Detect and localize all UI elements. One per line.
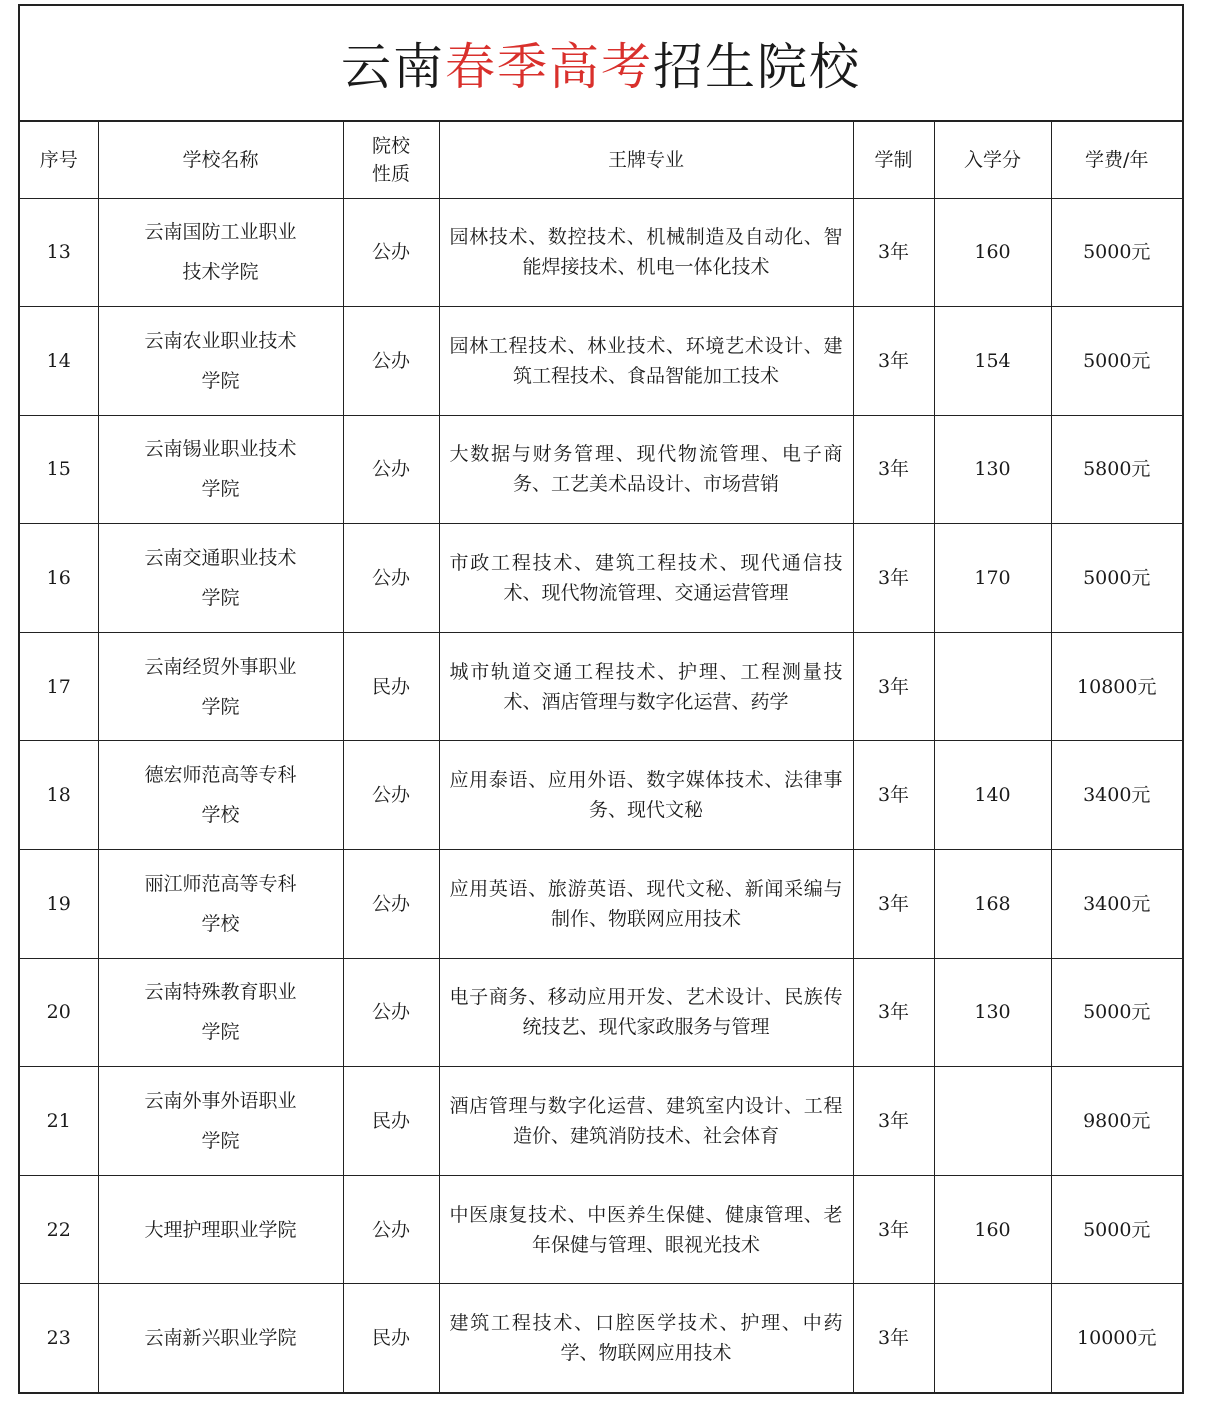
cell-nature: 公办	[343, 1175, 439, 1284]
cell-no: 14	[20, 307, 98, 416]
cell-duration: 3年	[853, 741, 934, 850]
header-fee: 学费/年	[1051, 122, 1182, 198]
cell-no: 20	[20, 958, 98, 1067]
header-nature: 院校性质	[343, 122, 439, 198]
cell-nature: 公办	[343, 415, 439, 524]
cell-score	[934, 1067, 1051, 1176]
cell-majors: 酒店管理与数字化运营、建筑室内设计、工程造价、建筑消防技术、社会体育	[439, 1067, 853, 1176]
cell-score: 168	[934, 850, 1051, 959]
table-row	[20, 958, 1182, 1067]
admissions-table-frame	[18, 4, 1184, 1394]
cell-majors: 园林工程技术、林业技术、环境艺术设计、建筑工程技术、食品智能加工技术	[439, 307, 853, 416]
header-row	[20, 122, 1182, 198]
table-row	[20, 524, 1182, 633]
cell-school: 云南经贸外事职业学院	[98, 632, 343, 741]
cell-duration: 3年	[853, 958, 934, 1067]
cell-majors: 园林技术、数控技术、机械制造及自动化、智能焊接技术、机电一体化技术	[439, 198, 853, 307]
cell-school: 云南国防工业职业技术学院	[98, 198, 343, 307]
cell-score: 130	[934, 958, 1051, 1067]
table-row	[20, 307, 1182, 416]
title-part-3: 招生院校	[653, 38, 861, 96]
cell-school: 云南交通职业技术学院	[98, 524, 343, 633]
table-row	[20, 850, 1182, 959]
cell-duration: 3年	[853, 198, 934, 307]
cell-majors: 大数据与财务管理、现代物流管理、电子商务、工艺美术品设计、市场营销	[439, 415, 853, 524]
cell-no: 19	[20, 850, 98, 959]
header-score: 入学分	[934, 122, 1051, 198]
cell-school: 丽江师范高等专科学校	[98, 850, 343, 959]
cell-school: 云南新兴职业学院	[98, 1284, 343, 1393]
cell-majors: 应用英语、旅游英语、现代文秘、新闻采编与制作、物联网应用技术	[439, 850, 853, 959]
cell-fee: 5000元	[1051, 198, 1182, 307]
header-school: 学校名称	[98, 122, 343, 198]
cell-nature: 民办	[343, 1284, 439, 1393]
cell-duration: 3年	[853, 850, 934, 959]
table-row	[20, 1067, 1182, 1176]
cell-duration: 3年	[853, 524, 934, 633]
cell-nature: 公办	[343, 307, 439, 416]
cell-majors: 电子商务、移动应用开发、艺术设计、民族传统技艺、现代家政服务与管理	[439, 958, 853, 1067]
title-highlight: 春季高考	[445, 38, 653, 96]
cell-school: 云南特殊教育职业学院	[98, 958, 343, 1067]
cell-fee: 10000元	[1051, 1284, 1182, 1393]
cell-duration: 3年	[853, 1067, 934, 1176]
cell-nature: 公办	[343, 741, 439, 850]
cell-school: 大理护理职业学院	[98, 1175, 343, 1284]
cell-fee: 5000元	[1051, 1175, 1182, 1284]
cell-majors: 应用泰语、应用外语、数字媒体技术、法律事务、现代文秘	[439, 741, 853, 850]
schools-table	[20, 122, 1182, 1393]
cell-score: 160	[934, 198, 1051, 307]
cell-fee: 3400元	[1051, 850, 1182, 959]
cell-nature: 公办	[343, 850, 439, 959]
cell-nature: 公办	[343, 958, 439, 1067]
cell-majors: 建筑工程技术、口腔医学技术、护理、中药学、物联网应用技术	[439, 1284, 853, 1393]
cell-no: 17	[20, 632, 98, 741]
table-row	[20, 1175, 1182, 1284]
cell-fee: 5000元	[1051, 958, 1182, 1067]
cell-nature: 公办	[343, 198, 439, 307]
cell-score	[934, 632, 1051, 741]
cell-fee: 5000元	[1051, 307, 1182, 416]
table-row	[20, 632, 1182, 741]
cell-majors: 市政工程技术、建筑工程技术、现代通信技术、现代物流管理、交通运营管理	[439, 524, 853, 633]
cell-school: 云南农业职业技术学院	[98, 307, 343, 416]
cell-score: 154	[934, 307, 1051, 416]
cell-no: 13	[20, 198, 98, 307]
cell-no: 18	[20, 741, 98, 850]
cell-nature: 民办	[343, 1067, 439, 1176]
cell-score: 140	[934, 741, 1051, 850]
cell-fee: 9800元	[1051, 1067, 1182, 1176]
cell-score: 170	[934, 524, 1051, 633]
cell-majors: 城市轨道交通工程技术、护理、工程测量技术、酒店管理与数字化运营、药学	[439, 632, 853, 741]
cell-school: 云南锡业职业技术学院	[98, 415, 343, 524]
cell-fee: 10800元	[1051, 632, 1182, 741]
cell-duration: 3年	[853, 632, 934, 741]
page-title	[20, 6, 1182, 122]
cell-duration: 3年	[853, 1284, 934, 1393]
cell-duration: 3年	[853, 1175, 934, 1284]
cell-score	[934, 1284, 1051, 1393]
cell-no: 21	[20, 1067, 98, 1176]
cell-score: 160	[934, 1175, 1051, 1284]
title-part-1: 云南	[341, 38, 445, 96]
cell-school: 德宏师范高等专科学校	[98, 741, 343, 850]
table-row	[20, 741, 1182, 850]
table-row	[20, 1284, 1182, 1393]
cell-nature: 民办	[343, 632, 439, 741]
cell-school: 云南外事外语职业学院	[98, 1067, 343, 1176]
cell-fee: 5800元	[1051, 415, 1182, 524]
cell-duration: 3年	[853, 307, 934, 416]
cell-fee: 3400元	[1051, 741, 1182, 850]
header-duration: 学制	[853, 122, 934, 198]
cell-duration: 3年	[853, 415, 934, 524]
header-no: 序号	[20, 122, 98, 198]
table-row	[20, 198, 1182, 307]
cell-no: 16	[20, 524, 98, 633]
cell-no: 15	[20, 415, 98, 524]
cell-fee: 5000元	[1051, 524, 1182, 633]
cell-no: 23	[20, 1284, 98, 1393]
header-majors: 王牌专业	[439, 122, 853, 198]
cell-no: 22	[20, 1175, 98, 1284]
cell-nature: 公办	[343, 524, 439, 633]
cell-majors: 中医康复技术、中医养生保健、健康管理、老年保健与管理、眼视光技术	[439, 1175, 853, 1284]
table-row	[20, 415, 1182, 524]
cell-score: 130	[934, 415, 1051, 524]
